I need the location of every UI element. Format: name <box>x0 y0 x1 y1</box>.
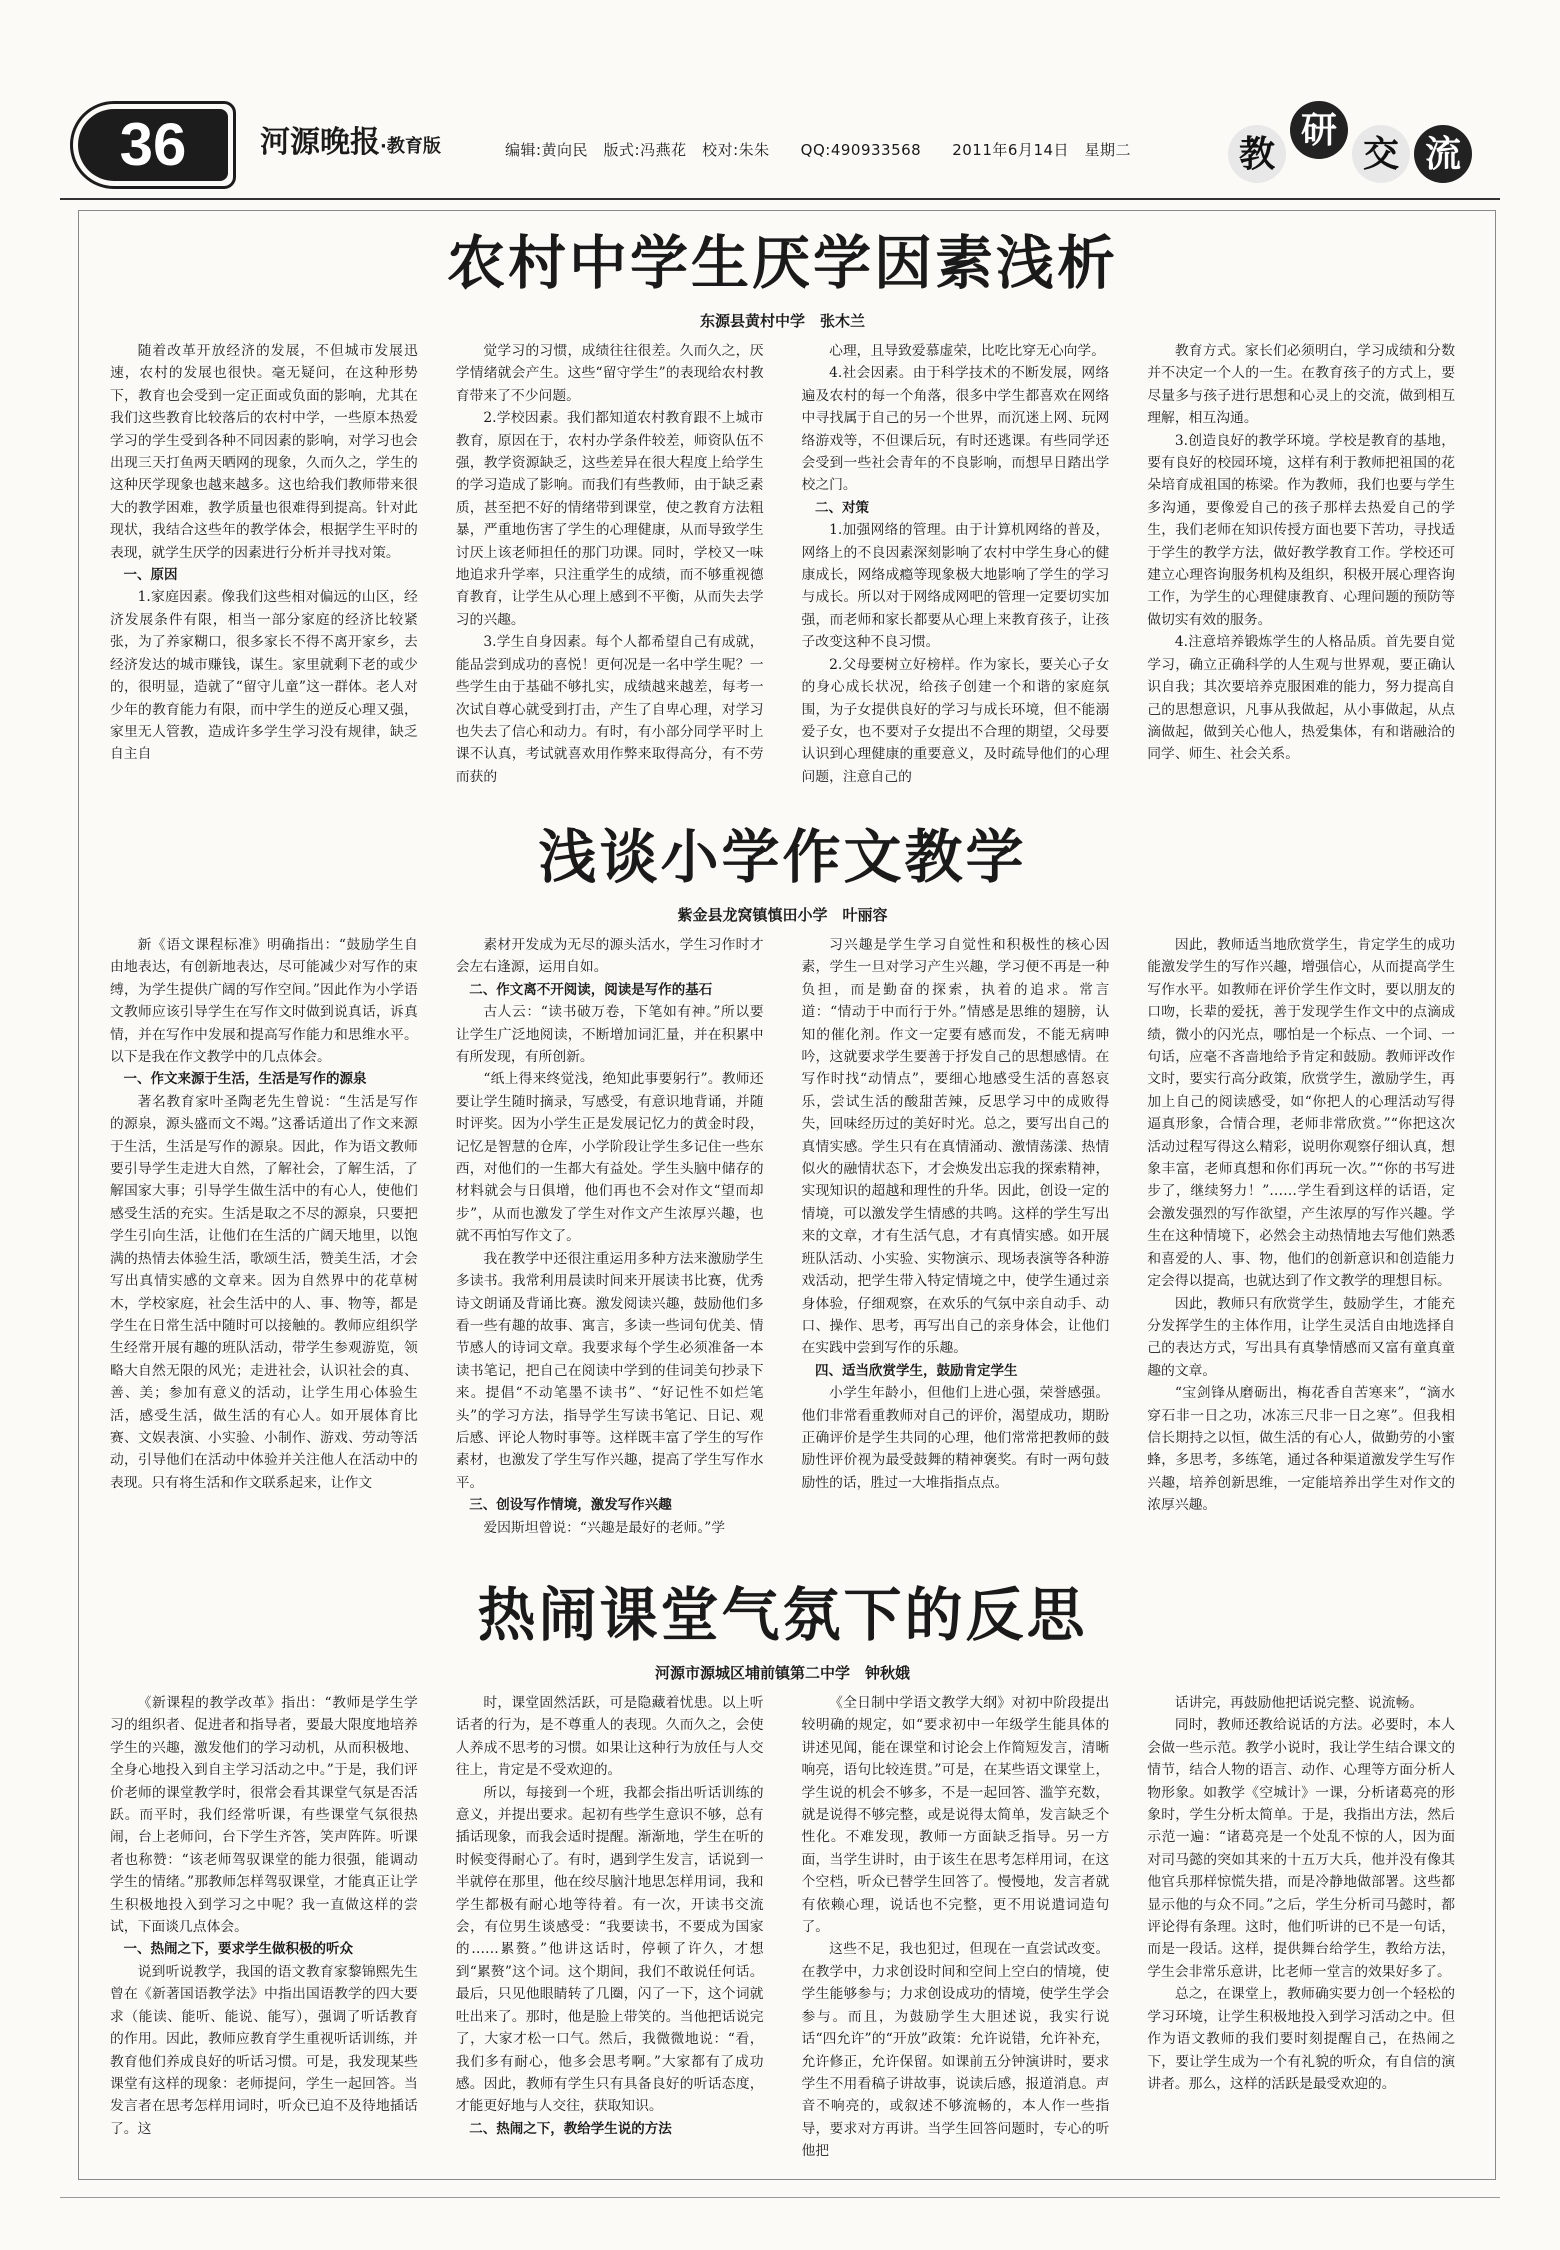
section-heading: 二、热闹之下，教给学生说的方法 <box>469 2120 672 2137</box>
paragraph: 同时，教师还教给说话的方法。必要时，本人会做一些示范。教学小说时，我让学生结合课文的情节，结合人物的语言、动作、心理等方面分析人物形象。如教学《空城计》一课，分析诸葛亮的形象时，学生分析太简单。于是，我指出方法，然后示范一遍：“诸葛亮是一个处乱不惊的人，因为面对司马懿的突如其来的十五万大兵，他并没有像其他官兵那样惊慌失措，而是冷静地做部署。这些都显示他的与众不同。”之后，学生分析司马懿时，都评论得有条理。这时，他们听讲的已不是一句话，而是一段话。这样，提供舞台给学生，教给方法，学生会非常乐意讲，比老师一堂言的效果好多了。 <box>1147 1717 1455 1980</box>
text-column <box>110 1692 418 2204</box>
paragraph: 觉学习的习惯，成绩往往很差。久而久之，厌学情绪就会产生。这些“留守学生”的表现给农村教育带来了不少问题。 <box>455 343 764 404</box>
paragraph: 2.父母要树立好榜样。作为家长，要关心子女的身心成长状况，给孩子创建一个和谐的家庭氛围，为子女提供良好的学习与成长环境，但不能溺爱子女，也不要对子女提出不合理的期望，父母要认识到心理健康的重要意义，及时疏导他们的心理问题，注意自己的 <box>801 656 1110 785</box>
section-heading: 二、作文离不开阅读，阅读是写作的基石 <box>469 981 713 998</box>
paragraph: 古人云：“读书破万卷，下笔如有神。”所以要让学生广泛地阅读，不断增加词汇量，并在积累中有所发现，有所创新。 <box>455 1004 764 1066</box>
newspaper-logo <box>260 117 441 161</box>
article-body <box>110 1692 1455 2204</box>
logo-main: 河源晚报 <box>260 125 380 160</box>
paragraph: “宝剑锋从磨砺出，梅花香自苦寒来”，“滴水穿石非一日之功，冰冻三尺非一日之寒”。但我相信长期持之以恒，做生活的有心人，做勤劳的小蜜蜂，多思考，多练笔，通过各种渠道激发学生写作兴趣，培养创新思维，一定能培养出学生对作文的浓厚兴趣。 <box>1147 1385 1455 1514</box>
article-byline: 河源市源城区埔前镇第二中学 钟秋娥 <box>654 1664 910 1682</box>
banner-char: 流 <box>1414 125 1472 183</box>
banner-char: 教 <box>1228 125 1286 183</box>
section-heading: 一、作文来源于生活，生活是写作的源泉 <box>123 1071 367 1088</box>
article-3 <box>110 1580 1455 2204</box>
text-column <box>1147 1692 1455 2204</box>
paragraph: 爱因斯坦曾说：“兴趣是最好的老师。”学 <box>483 1519 726 1536</box>
banner-char: 研 <box>1290 101 1348 159</box>
section-heading: 二、对策 <box>815 499 869 516</box>
article-body <box>110 934 1455 1646</box>
article-body <box>110 340 1455 788</box>
banner-char: 交 <box>1352 125 1410 183</box>
section-heading: 三、创设写作情境，激发写作兴趣 <box>469 1497 672 1514</box>
text-column <box>456 340 764 788</box>
section-heading: 一、热闹之下，要求学生做积极的听众 <box>123 1941 353 1958</box>
paragraph: 我在教学中还很注重运用多种方法来激励学生多读书。我常利用晨读时间来开展读书比赛，优秀诗文朗诵及背诵比赛。激发阅读兴趣，鼓励他们多看一些有趣的故事、寓言，多读一些词句优美、情节感人的诗词文章。我要求每个学生必须准备一本读书笔记，把自己在阅读中学到的佳词美句抄录下来。提倡“不动笔墨不读书”、“好记性不如烂笔头”的学习方法，指导学生写读书笔记、日记、观后感、评论人物时事等。这样既丰富了学生的写作素材，也激发了学生写作兴趣，提高了学生写作水平。 <box>455 1250 764 1491</box>
text-column <box>110 340 418 788</box>
paragraph: 随着改革开放经济的发展，不但城市发展迅速，农村的发展也很快。毫无疑问，在这种形势下，教育也会受到一定正面或负面的影响，尤其在我们这些教育比较落后的农村中学，一些原本热爱学习的学生受到各种不同因素的影响，对学习也会出现三天打鱼两天晒网的现象，久而久之，学生的这种厌学现象也越来越多。这也给我们教师带来很大的教学困难，教学质量也很难得到提高。针对此现状，我结合这些年的教学体会，根据学生平时的表现，就学生厌学的因素进行分析并寻找对策。 <box>110 343 418 561</box>
section-banner <box>1228 95 1488 195</box>
paragraph: 所以，每接到一个班，我都会指出听话训练的意义，并提出要求。起初有些学生意识不够，总有插话现象，而我会适时提醒。渐渐地，学生在听的时候变得耐心了。有时，遇到学生发言，话说到一半就停在那里，他在绞尽脑汁地思怎样用词，我和学生都极有耐心地等待着。有一次，开读书交流会，有位男生谈感受：“我要读书，不要成为国家的……累赘。”他讲这话时，停顿了许久，才想到“累赘”这个词。这个期间，我们不敢说任何话。最后，只见他眼睛转了几圈，闪了一下，这个词就吐出来了。那时，他是脸上带笑的。当他把话说完了，大家才松一口气。然后，我微微地说：“看，我们多有耐心，他多会思考啊。”大家都有了成功感。因此，教师有学生只有具备良好的听话态度，才能更好地与人交往，获取知识。 <box>455 1784 764 2115</box>
text-column <box>802 934 1110 1646</box>
paragraph: 3.学生自身因素。每个人都希望自己有成就，能品尝到成功的喜悦！更何况是一名中学生呢？一些学生由于基础不够扎实，成绩越来越差，每考一次试自尊心就受到打击，产生了自卑心理，对学习也失去了信心和动力。有时，有小部分同学平时上课不认真，考试就喜欢用作弊来取得高分，有不劳而获的 <box>455 634 764 785</box>
paragraph: 1.家庭因素。像我们这些相对偏远的山区，经济发展条件有限，相当一部分家庭的经济比较紧张，为了养家糊口，很多家长不得不离开家乡，去经济发达的城市赚钱，谋生。家里就剩下老的或少的，很明显，造就了“留守儿童”这一群体。老人对少年的教育能力有限，而中学生的逆反心理又强，家里无人管教，造成许多学生学习没有规律，缺乏自主自 <box>110 589 418 763</box>
text-column <box>456 934 764 1646</box>
paragraph: 说到听说教学，我国的语文教育家黎锦熙先生曾在《新著国语教学法》中指出国语教学的四大要求（能读、能听、能说、能写），强调了听话教育的作用。因此，教师应教育学生重视听话训练，并教育他们养成良好的听话习惯。可是，我发现某些课堂有这样的现象：老师提问，学生一起回答。当发言者在思考怎样用词时，听众已迫不及待地插话了。这 <box>110 1963 418 2137</box>
paragraph: 时，课堂固然活跃，可是隐藏着忧患。以上听话者的行为，是不尊重人的表现。久而久之，会使人养成不思考的习惯。如果让这种行为放任与人交往上，肯定是不受欢迎的。 <box>455 1695 764 1779</box>
paragraph: 因此，教师适当地欣赏学生，肯定学生的成功能激发学生的写作兴趣，增强信心，从而提高学生写作水平。如教师在评价学生作文时，要以朋友的口吻，长辈的爱抚，善于发现学生作文中的点滴成绩，微小的闪光点，哪怕是一个标点、一个词、一句话，应毫不吝啬地给予肯定和鼓励。教师评改作文时，要实行高分政策，欣赏学生，激励学生，再加上自己的阅读感受，如“你把人的心理活动写得逼真形象，合情合理，老师非常欣赏。”“你把这次活动过程写得这么精彩，说明你观察仔细认真，想象丰富，老师真想和你们再玩一次。”“你的书写进步了，继续努力！”……学生看到这样的话语，定会激发强烈的写作欲望，产生浓厚的写作兴趣。学生在这种情境下，必然会主动热情地去写他们熟悉和喜爱的人、事、物，他们的创新意识和创造能力定会得以提高，也就达到了作文教学的理想目标。 <box>1147 937 1455 1290</box>
text-column <box>1147 934 1455 1646</box>
article-1 <box>110 228 1455 788</box>
text-column <box>802 1692 1110 2204</box>
section-heading: 一、原因 <box>123 567 178 584</box>
article-2 <box>110 822 1455 1646</box>
paragraph: 心理，且导致爱慕虚荣，比吃比穿无心向学。 <box>829 343 1106 359</box>
paragraph: 1.加强网络的管理。由于计算机网络的普及，网络上的不良因素深刻影响了农村中学生身心的健康成长，网络成瘾等现象极大地影响了学生的学习与成长。所以对于网络成网吧的管理一定要切实加强，而老师和家长都要从心理上来教育孩子，让孩子改变这种不良习惯。 <box>801 522 1110 651</box>
paragraph: 《新课程的教学改革》指出：“教师是学生学习的组织者、促进者和指导者，要最大限度地培养学生的兴趣，激发他们的学习动机，从而积极地、全身心地投入到自主学习活动之中。”于是，我们评价老师的课堂教学时，很常会看其课堂气氛是否活跃。而平时，我们经常听课，有些课堂气氛很热闹，台上老师问，台下学生齐答，笑声阵阵。听课者也称赞：“该老师驾驭课堂的能力很强，能调动学生的情绪。”那教师怎样驾驭课堂，才能真正让学生积极地投入到学习之中呢？我一直做这样的尝试，下面谈几点体会。 <box>110 1695 418 1936</box>
article-byline: 东源县黄村中学 张木兰 <box>699 312 865 330</box>
paragraph: 小学生年龄小，但他们上进心强，荣誉感强。他们非常看重教师对自己的评价，渴望成功，期盼正确评价是学生共同的心理，他们常常把教师的鼓励性评价视为最受鼓舞的精神褒奖。有时一两句鼓励性的话，胜过一大堆指指点点。 <box>801 1385 1110 1491</box>
text-column <box>110 934 418 1646</box>
article-title: 浅谈小学作文教学 <box>538 823 1027 891</box>
section-heading: 四、适当欣赏学生，鼓励肯定学生 <box>815 1362 1018 1379</box>
text-column <box>802 340 1110 788</box>
header-divider <box>60 198 1500 200</box>
paragraph: 3.创造良好的教学环境。学校是教育的基地，要有良好的校园环境，这样有利于教师把祖国的花朵培育成祖国的栋梁。作为教师，我们也要与学生多沟通，要像爱自己的孩子那样去热爱自己的学生，我们老师在知识传授方面也要下苦功，寻找适于学生的教学方法，做好教学教育工作。学校还可建立心理咨询服务机构及组织，积极开展心理咨询工作，为学生的心理健康教育、心理问题的预防等做切实有效的服务。 <box>1147 432 1455 628</box>
paragraph: 因此，教师只有欣赏学生，鼓励学生，才能充分发挥学生的主体作用，让学生灵活自由地选择自己的表达方式，写出具有真挚情感而又富有童真童趣的文章。 <box>1147 1295 1455 1379</box>
paragraph: 话讲完，再鼓励他把话说完整、说流畅。 <box>1174 1695 1424 1711</box>
article-title: 热闹课堂气氛下的反思 <box>477 1581 1088 1649</box>
text-column <box>1147 340 1455 788</box>
text-column <box>456 1692 764 2204</box>
paragraph: 《全日制中学语文教学大纲》对初中阶段提出较明确的规定，如“要求初中一年级学生能具体的讲述见闻，能在课堂和讨论会上作简短发言，清晰响亮，语句比较连贯。”可是，在某些语文课堂上，学生说的机会不够多，不是一起回答、滥竽充数，就是说得不够完整，或是说得太简单，发言缺乏个性化。不难发现，教师一方面缺乏指导。另一方面，当学生讲时，由于该生在思考怎样用词，在这个空档，听众已替学生回答了。慢慢地，发言者就有依赖心理，说话也不完整，更不用说遣词造句了。 <box>801 1695 1110 1936</box>
paragraph: 总之，在课堂上，教师确实要力创一个轻松的学习环境，让学生积极地投入到学习活动之中。但作为语文教师的我们要时刻提醒自己，在热闹之下，要让学生成为一个有礼貌的听众，有自信的演讲者。那么，这样的活跃是最受欢迎的。 <box>1147 1986 1455 2092</box>
logo-sub: ·教育版 <box>380 136 441 157</box>
paragraph: 新《语文课程标准》明确指出：“鼓励学生自由地表达，有创新地表达，尽可能减少对写作的束缚，为学生提供广阔的写作空间。”因此作为小学语文教师应该引导学生在写作文时做到说真话，诉真情，并在写作中发展和提高写作能力和思维水平。以下是我在作文教学中的几点体会。 <box>110 937 418 1066</box>
paragraph: “纸上得来终觉浅，绝知此事要躬行”。教师还要让学生随时摘录，写感受，有意识地背诵，并随时评奖。因为小学生正是发展记忆力的黄金时段，记忆是智慧的仓库，小学阶段让学生多记住一些东西，对他们的一生都大有益处。学生头脑中储存的材料就会与日俱增，他们再也不会对作文“望而却步”，从而也激发了学生对作文产生浓厚兴趣，也就不再怕写作文了。 <box>455 1071 764 1245</box>
page-header <box>60 95 1500 195</box>
article-byline: 紫金县龙窝镇慎田小学 叶丽容 <box>677 906 888 924</box>
paragraph: 素材开发成为无尽的源头活水，学生习作时才会左右逢源，运用自如。 <box>455 937 764 976</box>
footer-divider <box>60 2197 1500 2198</box>
paragraph: 4.社会因素。由于科学技术的不断发展，网络遍及农村的每一个角落，很多中学生都喜欢在网络中寻找属于自己的另一个世界，而沉迷上网、玩网络游戏等，不但课后玩，有时还逃课。有些同学还会受到一些社会青年的不良影响，而想早日踏出学校之门。 <box>801 365 1110 494</box>
paragraph: 这些不足，我也犯过，但现在一直尝试改变。在教学中，力求创设时间和空间上空白的情境，使学生能够参与；力求创设成功的情境，使学生学会参与。而且，为鼓励学生大胆述说，我实行说话“四允许”的“开放”政策：允许说错，允许补充，允许修正，允许保留。如课前五分钟演讲时，要求学生不用看稿子讲故事，说读后感，报道消息。声音不响亮的，或叙述不够流畅的，本人作一些指导，要求对方再讲。当学生回答问题时，专心的听他把 <box>801 1941 1110 2160</box>
article-title: 农村中学生厌学因素浅析 <box>446 229 1118 297</box>
page-number: 36 <box>78 109 228 181</box>
paragraph: 2.学校因素。我们都知道农村教育跟不上城市教育，原因在于，农村办学条件较差，师资队伍不强，教学资源缺乏，这些差异在很大程度上给学生的学习造成了影响。而我们有些教师，由于缺乏素质，甚至把不好的情绪带到课堂，使之教育方法粗暴，严重地伤害了学生的心理健康，从而导致学生讨厌上该老师担任的那门功课。同时，学校又一味地追求升学率，只注重学生的成绩，而不够重视德育教育，让学生从心理上感到不平衡，从而失去学习的兴趣。 <box>455 410 764 628</box>
paragraph: 4.注意培养锻炼学生的人格品质。首先要自觉学习，确立正确科学的人生观与世界观，要正确认识自我；其次要培养克服困难的能力，努力提高自己的思想意识，凡事从我做起，从小事做起，从点滴做起，做到关心他人，热爱集体，有和谐融洽的同学、师生、社会关系。 <box>1147 634 1455 763</box>
edition-meta: 编辑:黄向民 版式:冯燕花 校对:朱朱 QQ:490933568 2011年6月14日 星期二 <box>505 141 1132 159</box>
paragraph: 教育方式。家长们必须明白，学习成绩和分数并不决定一个人的一生。在教育孩子的方式上，要尽量多与孩子进行思想和心灵上的交流，做到相互理解，相互沟通。 <box>1147 343 1455 427</box>
paragraph: 著名教育家叶圣陶老先生曾说：“生活是写作的源泉，源头盛而文不竭。”这番话道出了作文来源于生活，生活是写作的源泉。因此，作为语文教师要引导学生走进大自然，了解社会，了解生活，了解国家大事；引导学生做生活中的有心人，使他们感受生活的充实。生活是取之不尽的源泉，只要把学生引向生活，让他们在生活的广阔天地里，以饱满的热情去体验生活，歌颂生活，赞美生活，才会写出真情实感的文章来。因为自然界中的花草树木，学校家庭，社会生活中的人、事、物等，都是学生在日常生活中随时可以接触的。教师应组织学生经常开展有趣的班队活动，带学生参观游览，领略大自然无限的风光；走进社会，认识社会的真、善、美；参加有意义的活动，让学生用心体验生活，感受生活，做生活的有心人。如开展体育比赛、文娱表演、小实验、小制作、游戏、劳动等活动，引导他们在活动中体验并关注他人在活动中的表现。只有将生活和作文联系起来，让作文 <box>110 1093 418 1491</box>
paragraph: 习兴趣是学生学习自觉性和积极性的核心因素，学生一旦对学习产生兴趣，学习便不再是一种负担，而是勤奋的探索，执着的追求。常言道：“情动于中而行于外。”情感是思维的翅膀，认知的催化剂。作文一定要有感而发，不能无病呻吟，这就要求学生要善于抒发自己的思想感情。在写作时找“动情点”，要细心地感受生活的喜怒哀乐，尝试生活的酸甜苦辣，反思学习中的成败得失，回味经历过的美好时光。总之，要写出自己的真情实感。学生只有在真情涌动、激情荡漾、热情似火的融情状态下，才会焕发出忘我的探索精神，实现知识的超越和理性的升华。因此，创设一定的情境，可以激发学生情感的共鸣。这样的学生写出来的文章，才有生活气息，才有真情实感。如开展班队活动、小实验、实物演示、现场表演等各种游戏活动，把学生带入特定情境之中，使学生通过亲身体验，仔细观察，在欢乐的气氛中亲自动手、动口、操作、思考，再写出自己的亲身体会，让他们在实践中尝到写作的乐趣。 <box>801 937 1110 1357</box>
